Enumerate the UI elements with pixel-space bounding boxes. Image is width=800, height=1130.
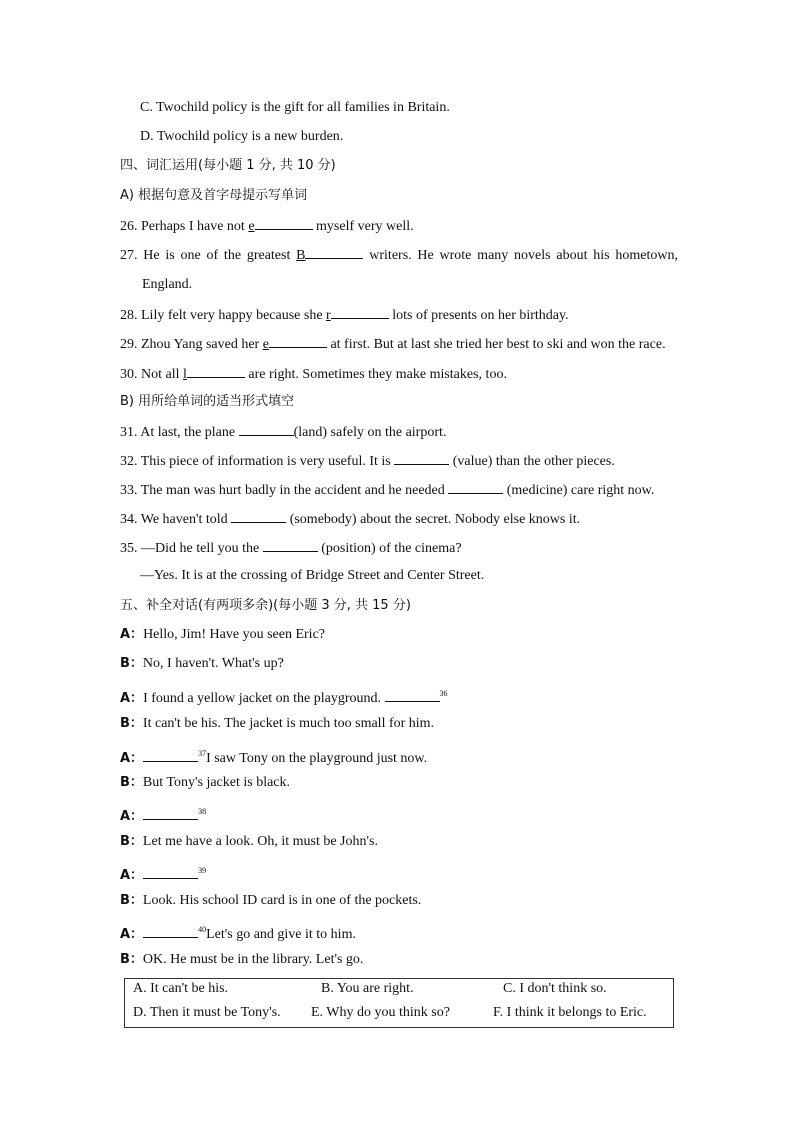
answer-blank[interactable] <box>231 509 286 523</box>
option-e: E. Why do you think so? <box>311 1005 450 1020</box>
dialogue-line: A： $^{37}$I saw Tony on the playground just now. <box>120 749 428 766</box>
question-26: 26. Perhaps I have not e myself very well. <box>120 216 414 236</box>
question-27: 27. He is one of the greatest B writers. He wrote many novels about his hometown, <box>120 245 678 265</box>
question-30: 30. Not all l are right. Sometimes they make mistakes, too. <box>120 364 507 384</box>
dialogue-line: B：No, I haven't. What's up? <box>120 656 284 671</box>
dialogue-line: B：Look. His school ID card is in one of the pockets. <box>120 893 422 908</box>
dialogue-line: A：I found a yellow jacket on the playground. $^{36}$ <box>120 689 448 706</box>
question-35: 35. —Did he tell you the (position) of the cinema? <box>120 538 462 558</box>
answer-blank[interactable] <box>269 334 327 348</box>
answer-blank[interactable] <box>187 364 245 378</box>
option-f: F. I think it belongs to Eric. <box>493 1005 647 1020</box>
question-32: 32. This piece of information is very useful. It is (value) than the other pieces. <box>120 451 615 471</box>
question-31: 31. At last, the plane (land) safely on the airport. <box>120 422 446 442</box>
options-box <box>124 978 674 1028</box>
question-27-continued: England. <box>142 277 193 292</box>
answer-blank[interactable] <box>448 480 503 494</box>
answer-blank[interactable] <box>263 538 318 552</box>
answer-blank[interactable] <box>394 451 449 465</box>
dialogue-line: A： $^{39}$ <box>120 866 207 883</box>
section4-partB-title: B) 用所给单词的适当形式填空 <box>120 394 295 409</box>
option-d-text: D. Twochild policy is a new burden. <box>140 129 344 144</box>
answer-blank-36[interactable] <box>385 688 440 702</box>
option-b: B. You are right. <box>321 981 414 996</box>
question-28: 28. Lily felt very happy because she r lots of presents on her birthday. <box>120 305 569 325</box>
dialogue-line: B：It can't be his. The jacket is much too small for him. <box>120 716 435 731</box>
answer-blank-40[interactable] <box>143 924 198 938</box>
dialogue-line: B：But Tony's jacket is black. <box>120 775 291 790</box>
dialogue-line: A：Hello, Jim! Have you seen Eric? <box>120 627 326 642</box>
section5-title: 五、补全对话(有两项多余)(每小题 3 分, 共 15 分) <box>120 598 411 613</box>
question-29: 29. Zhou Yang saved her e at first. But at last she tried her best to ski and won the race. <box>120 334 666 354</box>
question-33: 33. The man was hurt badly in the accident and he needed (medicine) care right now. <box>120 480 654 500</box>
section4-partA-title: A) 根据句意及首字母提示写单词 <box>120 188 308 203</box>
dialogue-line: A： $^{38}$ <box>120 807 207 824</box>
option-c-text: C. Twochild policy is the gift for all families in Britain. <box>140 100 450 115</box>
dialogue-line: B：Let me have a look. Oh, it must be John's. <box>120 834 378 849</box>
option-c: C. I don't think so. <box>503 981 607 996</box>
option-a: A. It can't be his. <box>133 981 229 996</box>
answer-blank[interactable] <box>255 216 313 230</box>
answer-blank[interactable] <box>331 305 389 319</box>
section4-title: 四、词汇运用(每小题 1 分, 共 10 分) <box>120 158 336 173</box>
answer-blank-37[interactable] <box>143 748 198 762</box>
dialogue-line: A： $^{40}$Let's go and give it to him. <box>120 925 356 942</box>
dialogue-line: B：OK. He must be in the library. Let's go. <box>120 952 364 967</box>
answer-blank[interactable] <box>239 422 294 436</box>
question-35-reply: —Yes. It is at the crossing of Bridge Street and Center Street. <box>140 568 485 583</box>
answer-blank-38[interactable] <box>143 806 198 820</box>
answer-blank[interactable] <box>305 245 363 259</box>
question-34: 34. We haven't told (somebody) about the secret. Nobody else knows it. <box>120 509 580 529</box>
option-d: D. Then it must be Tony's. <box>133 1005 281 1020</box>
answer-blank-39[interactable] <box>143 865 198 879</box>
